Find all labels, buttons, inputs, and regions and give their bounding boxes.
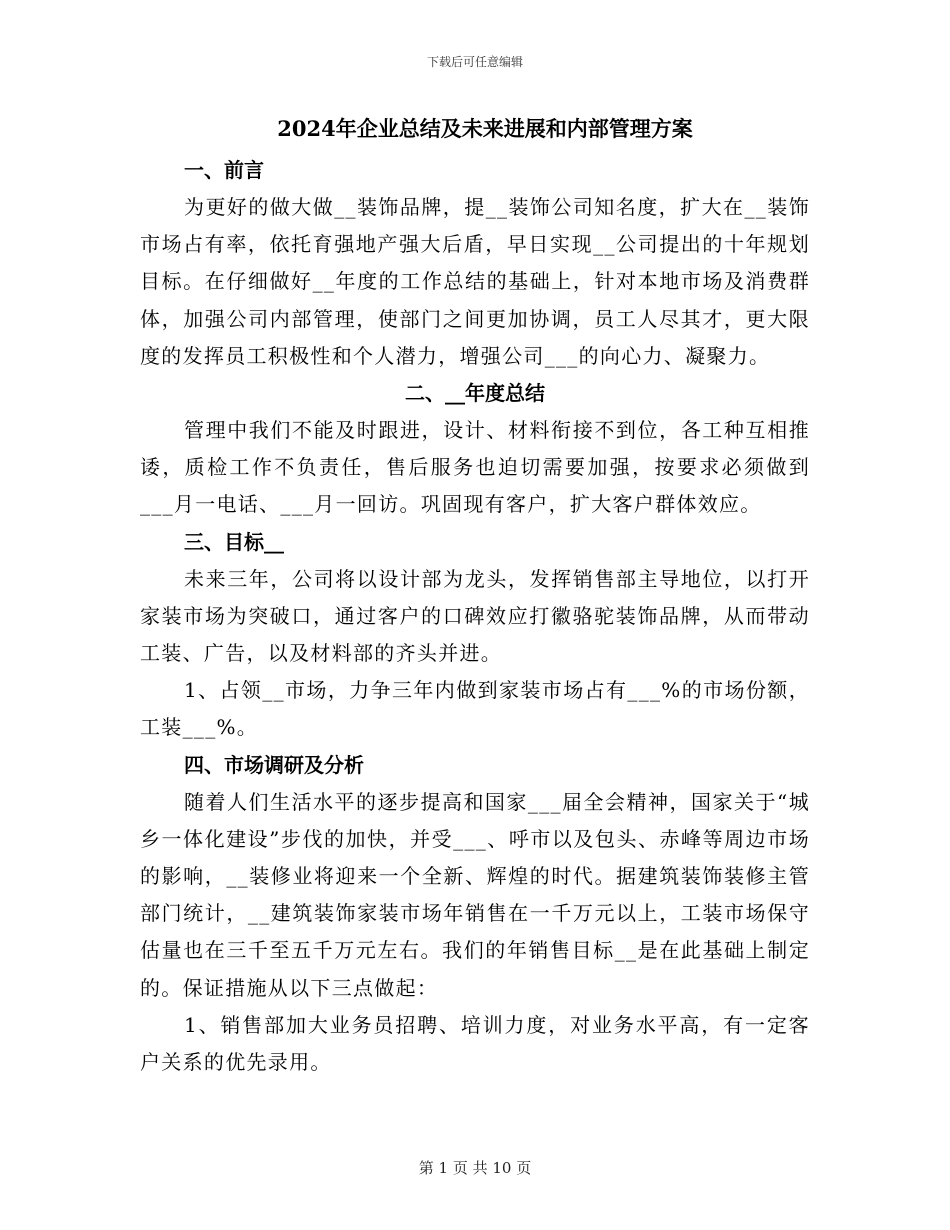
paragraph-goals-item-1: 1、占领__市场，力争三年内做到家装市场占有___%的市场份额，工装___%。 (140, 678, 810, 740)
section-heading-goals: 三、目标__ (184, 529, 284, 554)
section-heading-annual-summary: 二、__年度总结 (405, 381, 545, 406)
document-body (140, 112, 810, 1081)
page-footer-number: 第 1 页 共 10 页 (418, 1159, 532, 1177)
paragraph-goals: 未来三年，公司将以设计部为龙头，发挥销售部主导地位，以打开家装市场为突破口，通过客户的口碑效应打徽骆驼装饰品牌，从而带动工装、广告，以及材料部的齐头并进。 (140, 566, 810, 666)
page-header-note: 下载后可任意编辑 (426, 55, 523, 69)
section-heading-preface: 一、前言 (184, 158, 264, 182)
paragraph-market-research: 随着人们生活水平的逐步提高和国家___届全会精神，国家关于“城乡一体化建设”步伐的加快，并受___、呼市以及包头、赤峰等周边市场的影响，__装修业将迎来一个全新、辉煌的时代。据建筑装饰装修主管部门统计，__建筑装饰家装市场年销售在一千万元以上，工装市场保守估量也在三千至五千万元左右。我们的年销售目标__是在此基础上制定的。保证措施从以下三点做起： (140, 789, 810, 1000)
paragraph-annual-summary: 管理中我们不能及时跟进，设计、材料衔接不到位，各工种互相推诿，质检工作不负责任，售后服务也迫切需要加强，按要求必须做到___月一电话、___月一回访。巩固现有客户，扩大客户群体效应。 (140, 418, 810, 517)
document-title: 2024年企业总结及未来进展和内部管理方案 (277, 116, 693, 141)
paragraph-market-research-item-1: 1、销售部加大业务员招聘、培训力度，对业务水平高，有一定客户关系的优先录用。 (140, 1012, 810, 1075)
paragraph-preface: 为更好的做大做__装饰品牌，提__装饰公司知名度，扩大在__装饰市场占有率，依托育强地产强大后盾，早日实现__公司提出的十年规划目标。在仔细做好__年度的工作总结的基础上，针对本地市场及消费群体，加强公司内部管理，使部门之间更加协调，员工人尽其才，更大限度的发挥员工积极性和个人潜力，增强公司___的向心力、凝聚力。 (140, 195, 810, 368)
section-heading-market-research: 四、市场调研及分析 (184, 752, 364, 777)
